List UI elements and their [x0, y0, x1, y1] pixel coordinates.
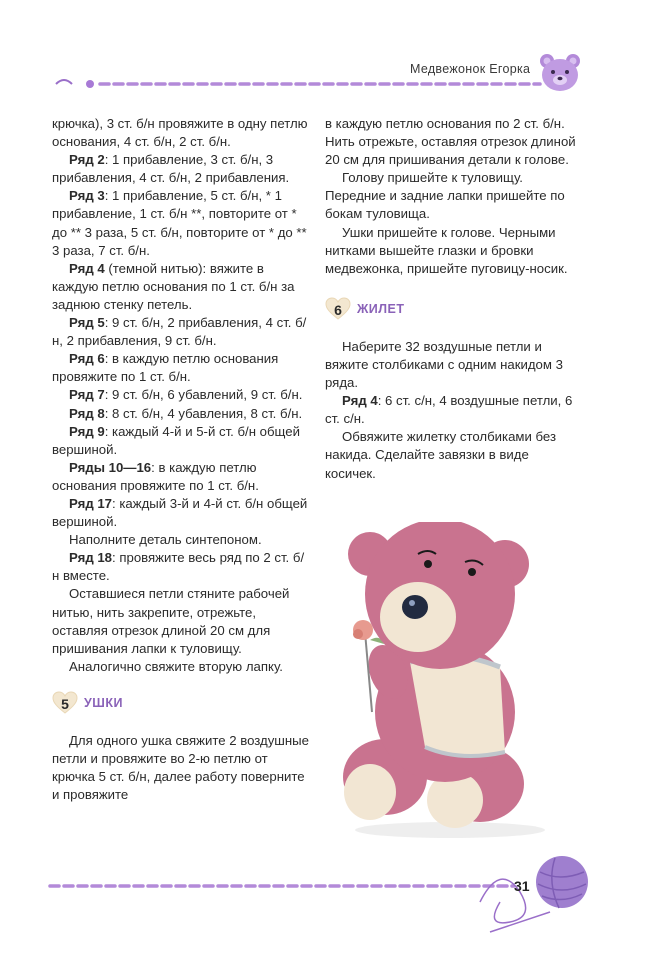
row-5-instruction [52, 314, 310, 350]
row-label: Ряд 9 [69, 423, 105, 439]
paragraph: Наполните деталь синтепоном. [69, 532, 262, 548]
row-text: : каждый 3-й и 4-й ст. б/н общей вершиной. [52, 495, 308, 530]
page-number: 31 [514, 878, 530, 894]
section-number: 6 [334, 301, 342, 318]
heart-number-badge [52, 691, 78, 715]
section-title: УШКИ [84, 695, 123, 710]
row-7-instruction [52, 386, 310, 404]
decorative-stitch-rule-top [52, 76, 542, 90]
row-label: Ряд 18 [69, 550, 113, 566]
row-2-instruction [52, 151, 310, 187]
row-label: Ряд 8 [69, 405, 105, 421]
rows-10-16-instruction [52, 459, 310, 495]
row-text: (темной нитью): вяжите в каждую петлю основания по 1 ст. б/н за заднюю стенку петель. [52, 260, 295, 312]
crocheted-teddy-bear-photo [330, 522, 570, 842]
row-label: Ряд 3 [69, 188, 105, 204]
row-label: Ряды 10—16 [69, 459, 152, 475]
row-text: : 6 ст. с/н, 4 воздушные петли, 6 ст. с/н. [325, 393, 573, 427]
paragraph: Ушки пришейте к голове. Черными нитками вышейте глазки и бровки медвежонка, пришейте пуговицу-носик. [325, 224, 568, 276]
paragraph: Аналогично свяжите вторую лапку. [69, 658, 283, 674]
row-label: Ряд 7 [69, 387, 105, 403]
section-number: 5 [61, 695, 69, 712]
row-4-instruction [52, 260, 310, 314]
paragraph: Оставшиеся петли стяните рабочей нитью, нить закрепите, отрежьте, оставляя отрезок длиной 20 см для пришивания лапки к туловищу. [52, 586, 290, 656]
row-3-instruction [52, 187, 310, 259]
row-label: Ряд 4 [69, 260, 105, 276]
row-4-instruction [325, 392, 583, 428]
row-18-instruction [52, 549, 310, 585]
running-header: Медвежонок Егорка [410, 62, 531, 76]
row-label: Ряд 4 [342, 393, 378, 409]
section-heading-ears [52, 688, 310, 718]
row-label: Ряд 17 [69, 495, 113, 511]
left-text-column [52, 115, 310, 804]
row-label: Ряд 6 [69, 351, 105, 367]
row-text: : 1 прибавление, 3 ст. б/н, 3 прибавления, 4 ст. б/н, 2 прибавления. [52, 152, 290, 186]
paragraph: Наберите 32 воздушные петли и вяжите столбиками с одним накидом 3 ряда. [325, 338, 563, 391]
row-text: : 9 ст. б/н, 6 убавлений, 9 ст. б/н. [104, 387, 303, 403]
paragraph: Для одного ушка свяжите 2 воздушные петли и провяжите во 2-ю петлю от крючка 5 ст. б/н, далее работу поверните и провяжите [52, 732, 309, 803]
row-text: : провяжите весь ряд по 2 ст. б/н вместе. [52, 550, 305, 584]
row-text: : 9 ст. б/н, 2 прибавления, 4 ст. б/н, 2 прибавления, 9 ст. б/н. [52, 315, 307, 349]
row-text: : в каждую петлю основания провяжите по 1 ст. б/н. [52, 459, 259, 493]
row-text: : 1 прибавление, 5 ст. б/н, * 1 прибавление, 1 ст. б/н **, повторите от * до ** 3 раза, 5 ст. б/н, повторите от * до ** 3 раза, 7 ст. б/н. [52, 188, 307, 258]
paragraph: Обвяжите жилетку столбиками без накида. Сделайте завязки в виде косичек. [325, 429, 557, 481]
section-heading-vest [325, 294, 583, 324]
row-17-instruction [52, 495, 310, 531]
paragraph: в каждую петлю основания по 2 ст. б/н. Нить отрежьте, оставляя отрезок длиной 20 см для пришивания детали к голове. [325, 116, 576, 168]
row-8-instruction [52, 405, 310, 423]
row-text: : 8 ст. б/н, 4 убавления, 8 ст. б/н. [104, 405, 303, 421]
row-label: Ряд 2 [69, 152, 105, 168]
bear-face-icon [538, 52, 582, 92]
row-text: : в каждую петлю основания провяжите по 1 ст. б/н. [52, 351, 279, 385]
paragraph: крючка), 3 ст. б/н провяжите в одну петлю основания, 4 ст. б/н, 2 ст. б/н. [52, 116, 308, 150]
yarn-ball-icon [470, 852, 590, 942]
row-label: Ряд 5 [69, 315, 105, 331]
decorative-stitch-rule-bottom [48, 878, 518, 892]
row-9-instruction [52, 423, 310, 459]
heart-number-badge [325, 297, 351, 321]
right-text-column [325, 115, 583, 483]
paragraph: Голову пришейте к туловищу. Передние и задние лапки пришейте по бокам туловища. [325, 170, 565, 222]
section-title: ЖИЛЕТ [357, 301, 405, 316]
row-6-instruction [52, 350, 310, 386]
row-text: : каждый 4-й и 5-й ст. б/н общей вершиной. [52, 423, 300, 457]
